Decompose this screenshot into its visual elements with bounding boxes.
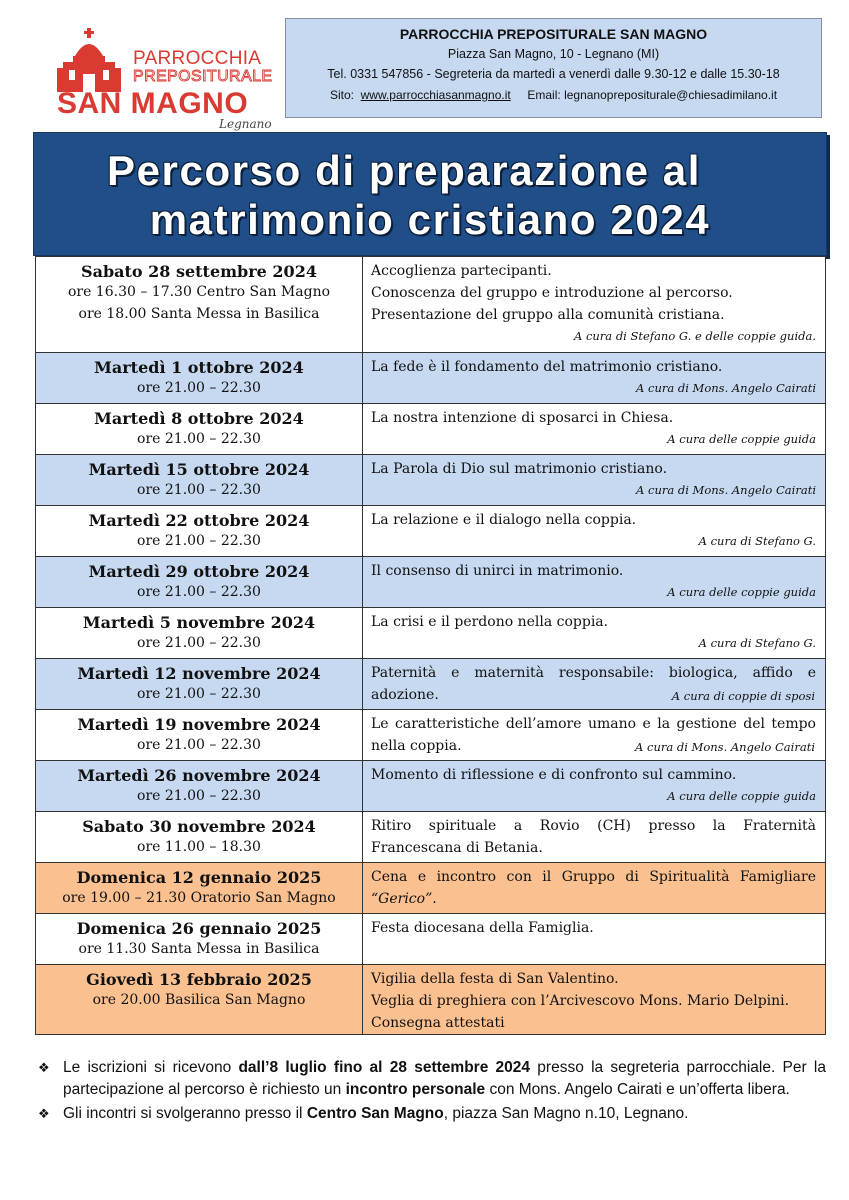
website-link[interactable]: www.parrocchiasanmagno.it [360,88,511,102]
session-time: ore 21.00 – 22.30 [137,482,261,498]
schedule-row [36,914,826,965]
schedule-row [36,404,826,455]
session-description-cell [363,608,826,659]
schedule-row [36,761,826,812]
session-time: ore 21.00 – 22.30 [137,737,261,753]
note-emphasis: dall’8 luglio fino al 28 settembre 2024 [238,1059,531,1076]
site-label: Sito: [329,88,354,102]
session-time: ore 16.30 – 17.30 Centro San Magno [67,284,331,300]
session-date-cell [36,659,363,710]
session-description-cell [363,659,826,710]
session-curator: A cura di Mons. Angelo Cairati [636,483,816,497]
diamond-bullet-icon: ❖ [38,1106,50,1121]
session-time: ore 19.00 – 21.30 Oratorio San Magno [62,890,336,906]
notes-section [38,1057,826,1127]
schedule-row [36,608,826,659]
group-name: “Gerico” [371,891,433,907]
session-date-cell [36,257,363,353]
parish-name: PARROCCHIA PREPOSITURALE SAN MAGNO [399,26,708,42]
session-curator: A cura di Stefano G. [698,636,816,650]
session-date-cell [36,557,363,608]
schedule-row [36,455,826,506]
session-description-cell [363,761,826,812]
session-date: Martedì 5 novembre 2024 [82,613,316,632]
schedule-row [36,659,826,710]
logo-prepositurale: PREPOSITURALE [133,68,273,85]
session-time: ore 21.00 – 22.30 [137,431,261,447]
schedule-row [36,257,826,353]
session-time: ore 21.00 – 22.30 [137,635,261,651]
session-date-cell [36,710,363,761]
session-time: ore 11.00 – 18.30 [137,839,261,855]
church-icon [57,22,137,92]
session-description-cell [363,557,826,608]
session-date: Martedì 19 novembre 2024 [77,715,321,734]
session-topic: Presentazione del gruppo alla comunità cristiana. [371,307,725,323]
session-description-cell [363,404,826,455]
session-description-cell [363,257,826,353]
session-date-cell [36,608,363,659]
session-time: ore 11.30 Santa Messa in Basilica [78,941,320,957]
session-curator: A cura di Mons. Angelo Cairati [635,740,815,754]
schedule-row [36,557,826,608]
session-date: Domenica 26 gennaio 2025 [76,919,322,938]
session-topic: Le caratteristiche dell’amore umano e la gestione del tempo nella coppia. [371,716,816,754]
email-address[interactable]: legnanoprepositurale@chiesadimilano.it [564,88,778,102]
session-topic: Cena e incontro con il Gruppo di Spiritualità Famigliare “Gerico”. [371,869,816,907]
session-time: ore 21.00 – 22.30 [137,686,261,702]
session-time: ore 21.00 – 22.30 [137,533,261,549]
note-item [38,1103,826,1125]
title-banner [33,132,827,256]
session-date: Martedì 15 ottobre 2024 [88,460,310,479]
session-time: ore 18.00 Santa Messa in Basilica [78,306,320,322]
title-line-1: Percorso di preparazione al [106,147,702,194]
session-date-cell [36,761,363,812]
session-date: Sabato 28 settembre 2024 [81,262,317,281]
session-date-cell [36,863,363,914]
parish-logo [57,18,273,131]
schedule-body [36,257,826,1035]
schedule-row [36,506,826,557]
session-curator: A cura delle coppie guida [667,789,816,803]
logo-parrocchia: PARROCCHIA [133,48,262,69]
session-description-cell [363,863,826,914]
note-emphasis: incontro personale [345,1081,486,1098]
note-text: Gli incontri si svolgeranno presso il [63,1105,307,1122]
session-date: Domenica 12 gennaio 2025 [76,868,322,887]
session-topic: Momento di riflessione e di confronto sul cammino. [371,767,737,783]
session-topic: Conoscenza del gruppo e introduzione al percorso. [371,285,733,301]
session-description-cell [363,812,826,863]
email-label: Email: [527,88,561,102]
session-topic: Consegna attestati [371,1015,505,1031]
session-date: Sabato 30 novembre 2024 [82,817,316,836]
session-description-cell [363,914,826,965]
session-time: ore 21.00 – 22.30 [137,584,261,600]
parish-address: Piazza San Magno, 10 - Legnano (MI) [447,47,660,61]
session-topic: La Parola di Dio sul matrimonio cristiano. [371,461,668,477]
schedule-row [36,863,826,914]
session-topic: La fede è il fondamento del matrimonio cristiano. [371,359,723,375]
session-date: Martedì 29 ottobre 2024 [88,562,310,581]
session-topic: Il consenso di unirci in matrimonio. [371,563,624,579]
session-date: Giovedì 13 febbraio 2025 [86,970,312,989]
session-topic: Veglia di preghiera con l’Arcivescovo Mons. Mario Delpini. [371,993,790,1009]
parish-phone: Tel. 0331 547856 - Segreteria da martedì a venerdì dalle 9.30-12 e dalle 15.30-18 [327,67,780,81]
session-topic: La nostra intenzione di sposarci in Chiesa. [371,410,674,426]
logo-legnano: Legnano [219,117,272,131]
session-description-cell [363,353,826,404]
session-date-cell [36,965,363,1035]
session-topic: Ritiro spirituale a Rovio (CH) presso la Fraternità Francescana di Betania. [371,818,816,856]
note-item [38,1057,826,1101]
session-date-cell [36,506,363,557]
session-topic: Accoglienza partecipanti. [371,263,552,279]
web-contacts [286,88,821,102]
session-date-cell [36,455,363,506]
session-date: Martedì 1 ottobre 2024 [94,358,304,377]
session-date: Martedì 26 novembre 2024 [77,766,321,785]
session-curator: A cura di Stefano G. [698,534,816,548]
session-description-cell [363,506,826,557]
title-line-2: matrimonio cristiano 2024 [149,196,711,243]
session-topic: Paternità e maternità responsabile: biologica, affido e adozione. [371,665,816,703]
schedule-row [36,812,826,863]
session-date-cell [36,404,363,455]
session-time: ore 21.00 – 22.30 [137,380,261,396]
note-text: Le iscrizioni si ricevono [63,1059,239,1076]
session-curator: A cura delle coppie guida [667,585,816,599]
session-time: ore 21.00 – 22.30 [137,788,261,804]
session-curator: A cura di coppie di sposi [671,689,815,703]
note-text: con Mons. Angelo Cairati e un’offerta libera. [485,1081,790,1098]
session-date: Martedì 8 ottobre 2024 [94,409,304,428]
session-description-cell [363,710,826,761]
contact-info-box [285,18,822,118]
schedule-row [36,710,826,761]
session-topic: La crisi e il perdono nella coppia. [371,614,609,630]
session-date-cell [36,353,363,404]
session-date-cell [36,914,363,965]
session-description-cell [363,455,826,506]
session-topic: Vigilia della festa di San Valentino. [371,971,619,987]
session-date-cell [36,812,363,863]
note-text: presso la segreteria parrocchiale. Per la partecipazione al percorso è richiesto un [63,1059,826,1098]
logo-san-magno: SAN MAGNO [57,87,249,120]
session-curator: A cura di Stefano G. e delle coppie guida. [574,329,816,343]
session-topic: Festa diocesana della Famiglia. [371,920,594,936]
session-topic: La relazione e il dialogo nella coppia. [371,512,637,528]
session-curator: A cura delle coppie guida [667,432,816,446]
note-text: , piazza San Magno n.10, Legnano. [443,1105,689,1122]
schedule-row [36,353,826,404]
session-date: Martedì 12 novembre 2024 [77,664,321,683]
note-emphasis: Centro San Magno [306,1105,444,1122]
diamond-bullet-icon: ❖ [38,1060,50,1075]
schedule-table [35,256,826,1035]
session-time: ore 20.00 Basilica San Magno [92,992,306,1008]
session-curator: A cura di Mons. Angelo Cairati [636,381,816,395]
session-description-cell [363,965,826,1035]
session-date: Martedì 22 ottobre 2024 [88,511,310,530]
schedule-row [36,965,826,1035]
